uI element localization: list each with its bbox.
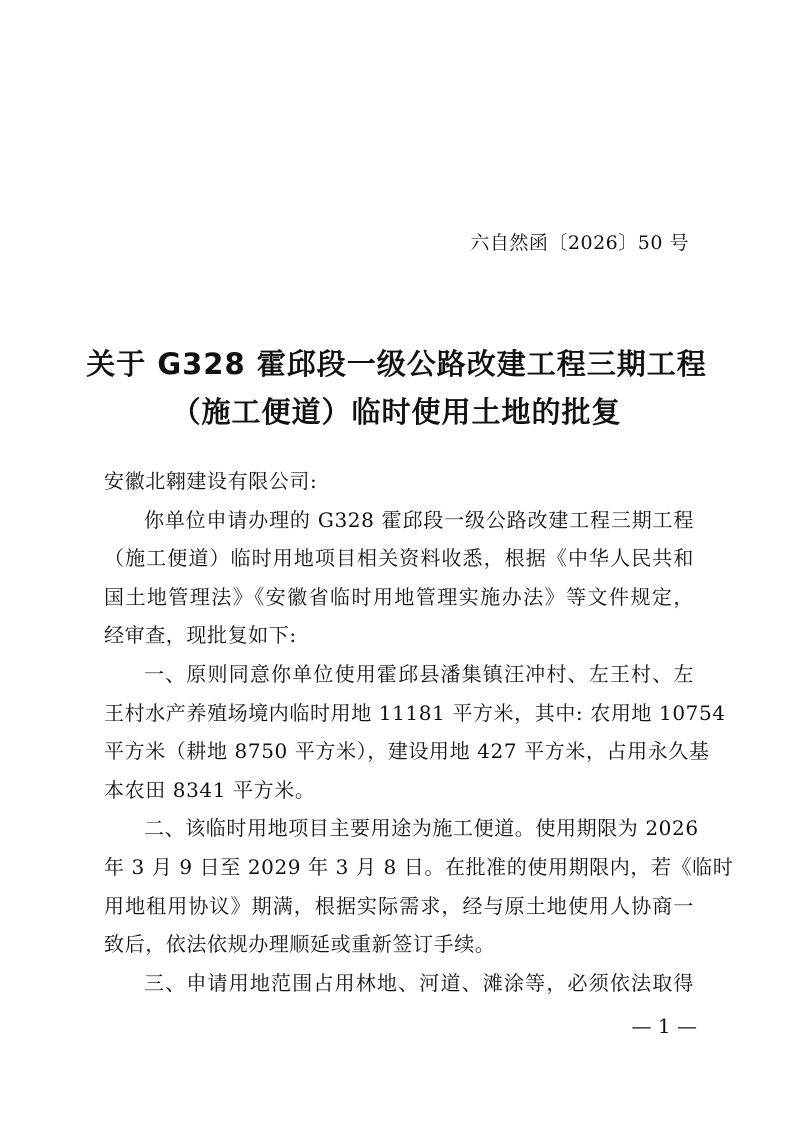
body-line: 本农田 8341 平方米。 <box>104 777 316 802</box>
recipient-line: 安徽北翱建设有限公司: <box>104 469 318 493</box>
body-line: 年 3 月 9 日至 2029 年 3 月 8 日。在批准的使用期限内，若《临时 <box>104 854 734 879</box>
body-line: 经审查，现批复如下: <box>104 623 297 648</box>
body-line: 致后，依法依规办理顺延或重新签订手续。 <box>104 932 496 957</box>
body-line: 王村水产养殖场境内临时用地 11181 平方米，其中: 农用地 10754 <box>104 700 726 725</box>
document-title <box>60 340 733 436</box>
title-line-2: （施工便道）临时使用土地的批复 <box>171 395 622 429</box>
body-line: 国土地管理法》《安徽省临时用地管理实施办法》等文件规定， <box>104 584 694 609</box>
document-body <box>104 462 734 1002</box>
document-number: 六自然函〔2026〕50 号 <box>470 232 689 254</box>
body-line: 二、该临时用地项目主要用途为施工便道。使用期限为 2026 <box>144 816 699 841</box>
body-line: 你单位申请办理的 G328 霍邱段一级公路改建工程三期工程 <box>144 507 694 532</box>
page-number: — 1 — <box>631 1014 697 1038</box>
body-line: （施工便道）临时用地项目相关资料收悉，根据《中华人民共和 <box>104 546 694 571</box>
title-line-1: 关于 G328 霍邱段一级公路改建工程三期工程 <box>86 347 707 381</box>
body-line: 平方米（耕地 8750 平方米），建设用地 427 平方米，占用永久基 <box>104 739 710 764</box>
body-line: 三、申请用地范围占用林地、河道、滩涂等，必须依法取得 <box>144 970 694 995</box>
body-line: 一、原则同意你单位使用霍邱县潘集镇汪冲村、左王村、左 <box>144 661 694 686</box>
body-line: 用地租用协议》期满，根据实际需求，经与原土地使用人协商一 <box>104 893 694 918</box>
